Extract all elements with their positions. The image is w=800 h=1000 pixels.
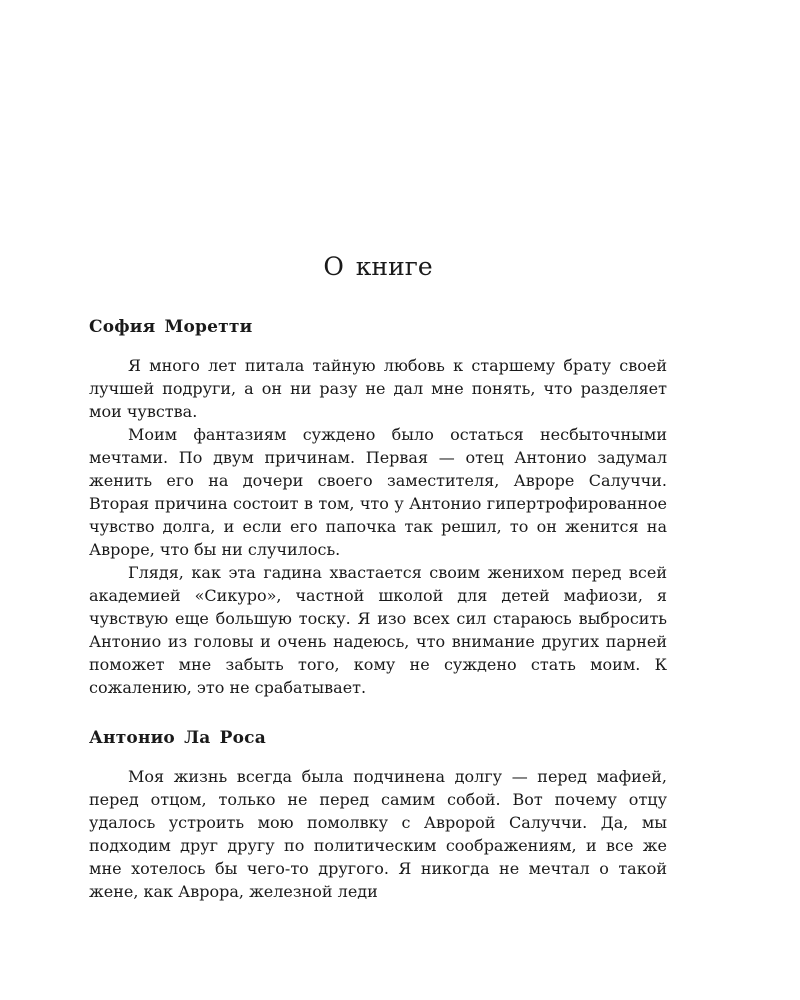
paragraph: Я много лет питала тайную любовь к старшему брату своей лучшей подруги, а он ни разу не дал мне понять, что разделяет мои чувства.: [89, 356, 667, 421]
page-title: О книге: [323, 252, 433, 281]
section-antonio: [89, 726, 667, 903]
paragraph: Глядя, как эта гадина хвастается своим женихом перед всей академией «Сикуро», частной школой для детей мафиози, я чувствую еще большую тоску. Я изо всех сил стараюсь выбросить Антонио из головы и очень надеюсь, что внимание других парней поможет мне забыть того, кому не суждено стать моим. К сожалению, это не срабатывает.: [89, 563, 667, 697]
section-heading: Антонио Ла Роса: [89, 728, 266, 748]
section-heading: София Моретти: [89, 317, 253, 337]
paragraph: Моя жизнь всегда была подчинена долгу — перед мафией, перед отцом, только не перед самим собой. Вот почему отцу удалось устроить мою помолвку с Авророй Салуччи. Да, мы подходим друг другу по политическим соображениям, и все же мне хотелось бы чего-то другого. Я никогда не мечтал о такой жене, как Аврора, железной леди: [89, 767, 667, 901]
paragraph: Моим фантазиям суждено было остаться несбыточными мечтами. По двум причинам. Первая — отец Антонио задумал женить его на дочери своего заместителя, Авроре Салуччи. Вторая причина состоит в том, что у Антонио гипертрофированное чувство долга, и если его папочка так решил, то он женится на Авроре, что бы ни случилось.: [89, 425, 667, 559]
section-sofia: [89, 315, 667, 699]
